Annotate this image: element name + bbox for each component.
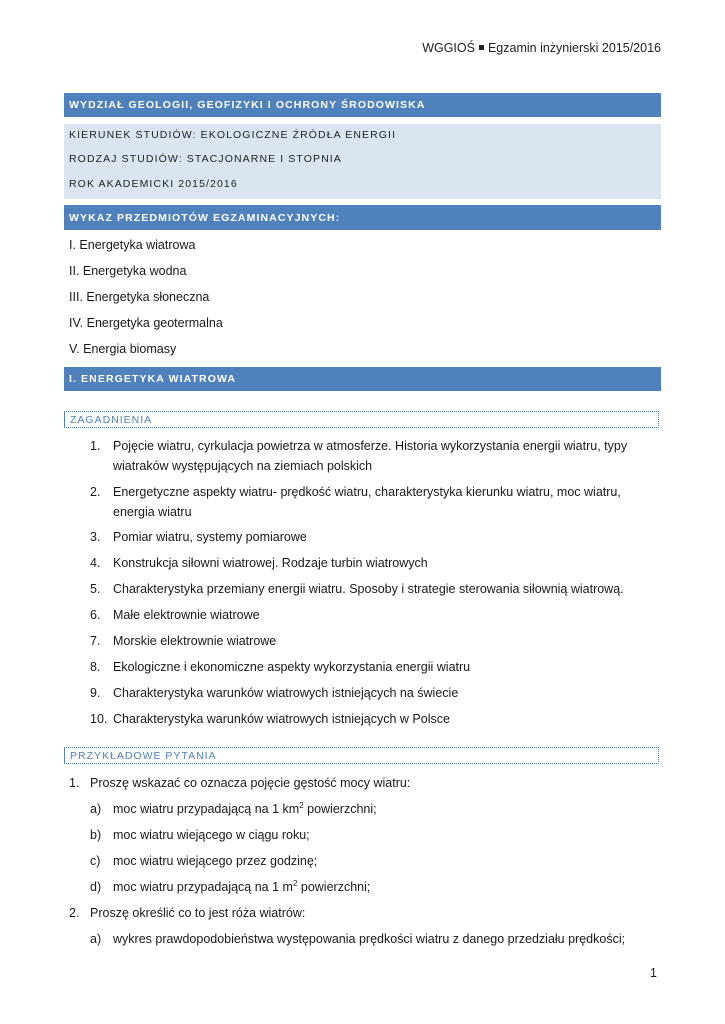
page-number: 1 xyxy=(650,966,657,980)
square-bullet-icon xyxy=(479,45,484,50)
subjects-band xyxy=(64,205,661,230)
topics-title: ZAGADNIENIA xyxy=(70,414,153,426)
study-type: RODZAJ STUDIÓW: STACJONARNE I STOPNIA xyxy=(69,153,342,165)
topic-text: Małe elektrownie wiatrowe xyxy=(113,608,260,622)
topic-text: Charakterystyka przemiany energii wiatru. Sposoby i strategie sterowania siłownią wiatrową. xyxy=(113,582,624,596)
topic-number: 10. xyxy=(90,712,108,726)
topics-heading xyxy=(64,411,659,428)
option-text xyxy=(113,799,633,819)
subject-item: IV. Energetyka geotermalna xyxy=(69,316,223,330)
topic-text: Konstrukcja siłowni wiatrowej. Rodzaje turbin wiatrowych xyxy=(113,556,428,570)
option-label: a) xyxy=(90,802,102,816)
option-text: moc wiatru wiejącego w ciągu roku; xyxy=(113,828,310,842)
faculty-title: WYDZIAŁ GEOLOGII, GEOFIZYKI I OCHRONY ŚRODOWISKA xyxy=(69,99,426,111)
subject-item: II. Energetyka wodna xyxy=(69,264,187,278)
topic-number: 7. xyxy=(90,634,101,648)
option-text-tail: powierzchni; xyxy=(297,880,371,894)
topic-text: Pomiar wiatru, systemy pomiarowe xyxy=(113,530,307,544)
section-band xyxy=(64,367,661,391)
question-text: Proszę wskazać co oznacza pojęcie gęstość mocy wiatru: xyxy=(90,776,411,790)
topic-text: Ekologiczne i ekonomiczne aspekty wykorzystania energii wiatru xyxy=(113,660,471,674)
topic-number: 8. xyxy=(90,660,101,674)
topic-text: Charakterystyka warunków wiatrowych istniejących w Polsce xyxy=(113,712,450,726)
option-text xyxy=(113,877,633,897)
superscript: 2 xyxy=(299,800,304,810)
option-text: moc wiatru wiejącego przez godzinę; xyxy=(113,854,318,868)
subjects-title: WYKAZ PRZEDMIOTÓW EGZAMINACYJNYCH: xyxy=(69,211,341,224)
question-number: 2. xyxy=(69,906,80,920)
topic-text-cont: energia wiatru xyxy=(113,505,192,519)
page-header xyxy=(422,41,661,55)
study-info-box xyxy=(64,124,661,199)
option-text: wykres prawdopodobieństwa występowania prędkości wiatru z danego przedziału prędkości; xyxy=(113,932,626,946)
study-field: KIERUNEK STUDIÓW: EKOLOGICZNE ŹRÓDŁA ENERGII xyxy=(69,129,397,141)
topic-text: Pojęcie wiatru, cyrkulacja powietrza w atmosferze. Historia wykorzystania energii wiatru, typy xyxy=(113,439,628,453)
topic-text: Morskie elektrownie wiatrowe xyxy=(113,634,277,648)
subject-item: III. Energetyka słoneczna xyxy=(69,290,210,304)
header-right: Egzamin inżynierski 2015/2016 xyxy=(487,41,661,55)
option-text-tail: powierzchni; xyxy=(303,802,377,816)
option-text-main: moc wiatru przypadającą na 1 m xyxy=(113,880,293,894)
option-label: d) xyxy=(90,880,102,894)
option-label: c) xyxy=(90,854,101,868)
question-text: Proszę określić co to jest róża wiatrów: xyxy=(90,906,306,920)
topic-number: 1. xyxy=(90,439,101,453)
topic-number: 5. xyxy=(90,582,101,596)
academic-year: ROK AKADEMICKI 2015/2016 xyxy=(69,178,238,190)
subject-item: V. Energia biomasy xyxy=(69,342,177,356)
option-label: a) xyxy=(90,932,102,946)
question-number: 1. xyxy=(69,776,80,790)
header-left: WGGIOŚ xyxy=(422,41,475,55)
topic-number: 3. xyxy=(90,530,101,544)
topic-number: 4. xyxy=(90,556,101,570)
questions-title: PRZYKŁADOWE PYTANIA xyxy=(70,750,217,762)
superscript: 2 xyxy=(292,878,298,888)
questions-heading xyxy=(64,747,659,764)
topic-text: Charakterystyka warunków wiatrowych istniejących na świecie xyxy=(113,686,459,700)
option-label: b) xyxy=(90,828,102,842)
faculty-band xyxy=(64,93,661,117)
topic-number: 9. xyxy=(90,686,101,700)
topic-number: 6. xyxy=(90,608,101,622)
section-title: I. ENERGETYKA WIATROWA xyxy=(69,373,237,385)
topic-text: Energetyczne aspekty wiatru- prędkość wiatru, charakterystyka kierunku wiatru, moc wiatru, xyxy=(113,485,621,499)
topic-number: 2. xyxy=(90,485,101,499)
option-text-main: moc wiatru przypadającą na 1 km xyxy=(113,802,300,816)
topic-text-cont: wiatraków występujących na ziemiach polskich xyxy=(113,459,373,473)
subject-item: I. Energetyka wiatrowa xyxy=(69,238,196,252)
